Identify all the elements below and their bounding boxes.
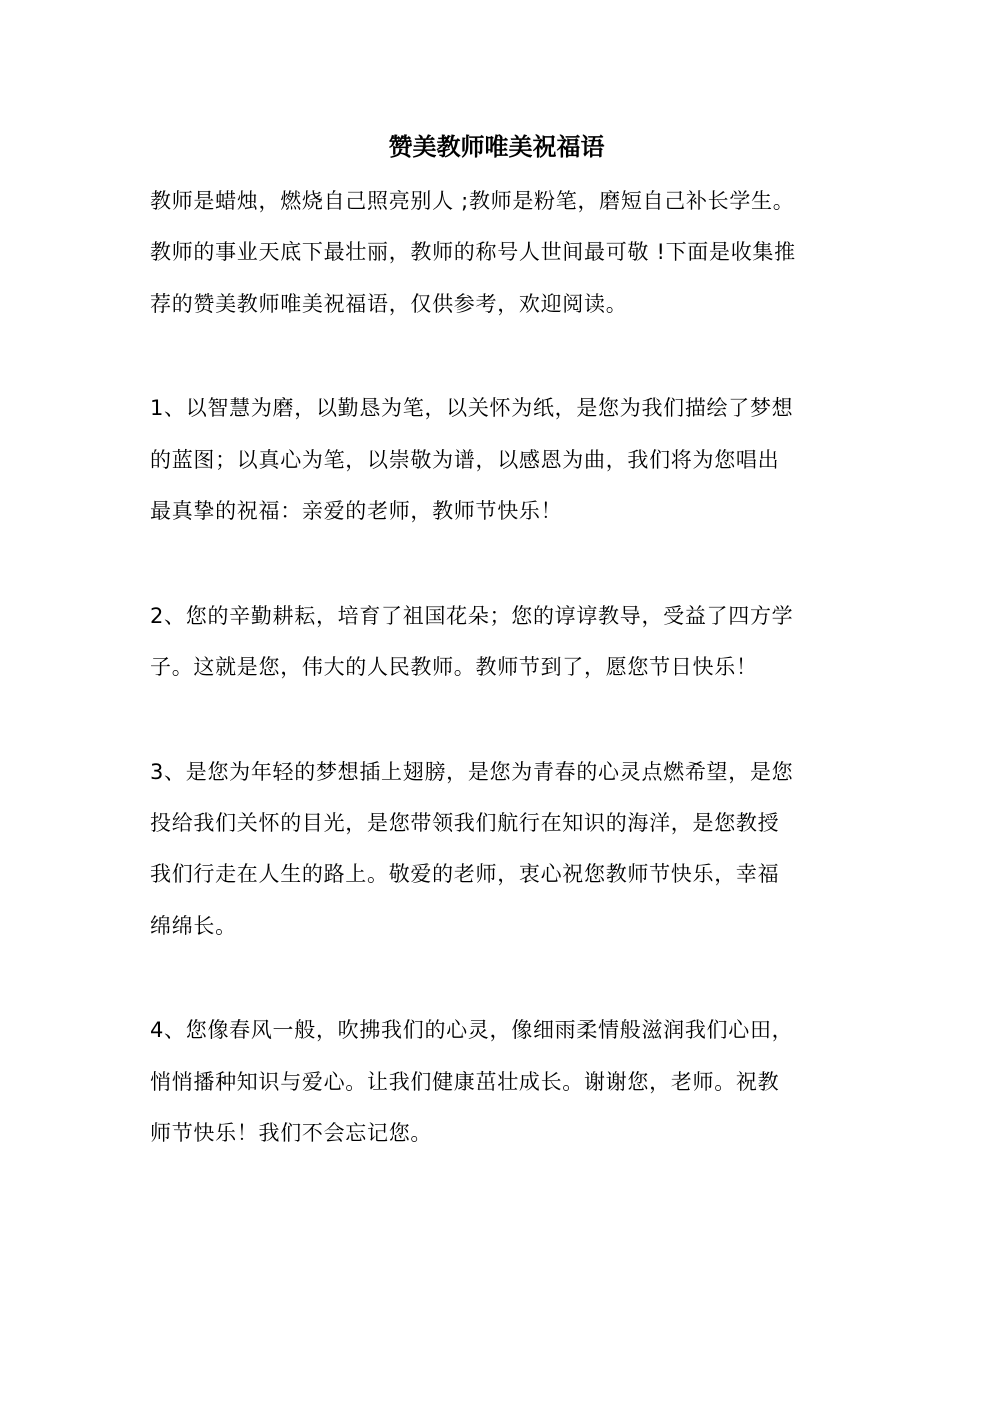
paragraph-line: 投给我们关怀的目光，是您带领我们航行在知识的海洋，是您教授 — [150, 811, 780, 835]
paragraph-line: 悄悄播种知识与爱心。让我们健康茁壮成长。谢谢您，老师。祝教 — [150, 1070, 780, 1094]
paragraph-line: 绵绵长。 — [150, 914, 237, 938]
paragraph-line: 4、您像春风一般，吹拂我们的心灵，像细雨柔情般滋润我们心田， — [150, 1018, 794, 1042]
paragraph-line: 3、是您为年轻的梦想插上翅膀，是您为青春的心灵点燃希望，是您 — [150, 760, 794, 784]
paragraph-line: 的蓝图；以真心为笔，以崇敬为谱，以感恩为曲，我们将为您唱出 — [150, 448, 780, 472]
paragraph-line: 2、您的辛勤耕耘，培育了祖国花朵；您的谆谆教导，受益了四方学 — [150, 604, 794, 628]
paragraph-line: 子。这就是您，伟大的人民教师。教师节到了，愿您节日快乐！ — [150, 655, 758, 679]
paragraph-line: 1、以智慧为磨，以勤恳为笔，以关怀为纸，是您为我们描绘了梦想 — [150, 396, 794, 420]
document-title: 赞美教师唯美祝福语 — [388, 132, 605, 161]
paragraph-line: 我们行走在人生的路上。敬爱的老师，衷心祝您教师节快乐，幸福 — [150, 862, 780, 886]
intro-line: 教师是蜡烛，燃烧自己照亮别人 ;教师是粉笔，磨短自己补长学生。 — [150, 189, 795, 213]
intro-line: 荐的赞美教师唯美祝福语，仅供参考，欢迎阅读。 — [150, 292, 628, 316]
paragraph-line: 最真挚的祝福：亲爱的老师，教师节快乐！ — [150, 499, 563, 523]
intro-line: 教师的事业天底下最壮丽，教师的称号人世间最可敬 !下面是收集推 — [150, 240, 796, 264]
paragraph-line: 师节快乐！我们不会忘记您。 — [150, 1121, 433, 1145]
